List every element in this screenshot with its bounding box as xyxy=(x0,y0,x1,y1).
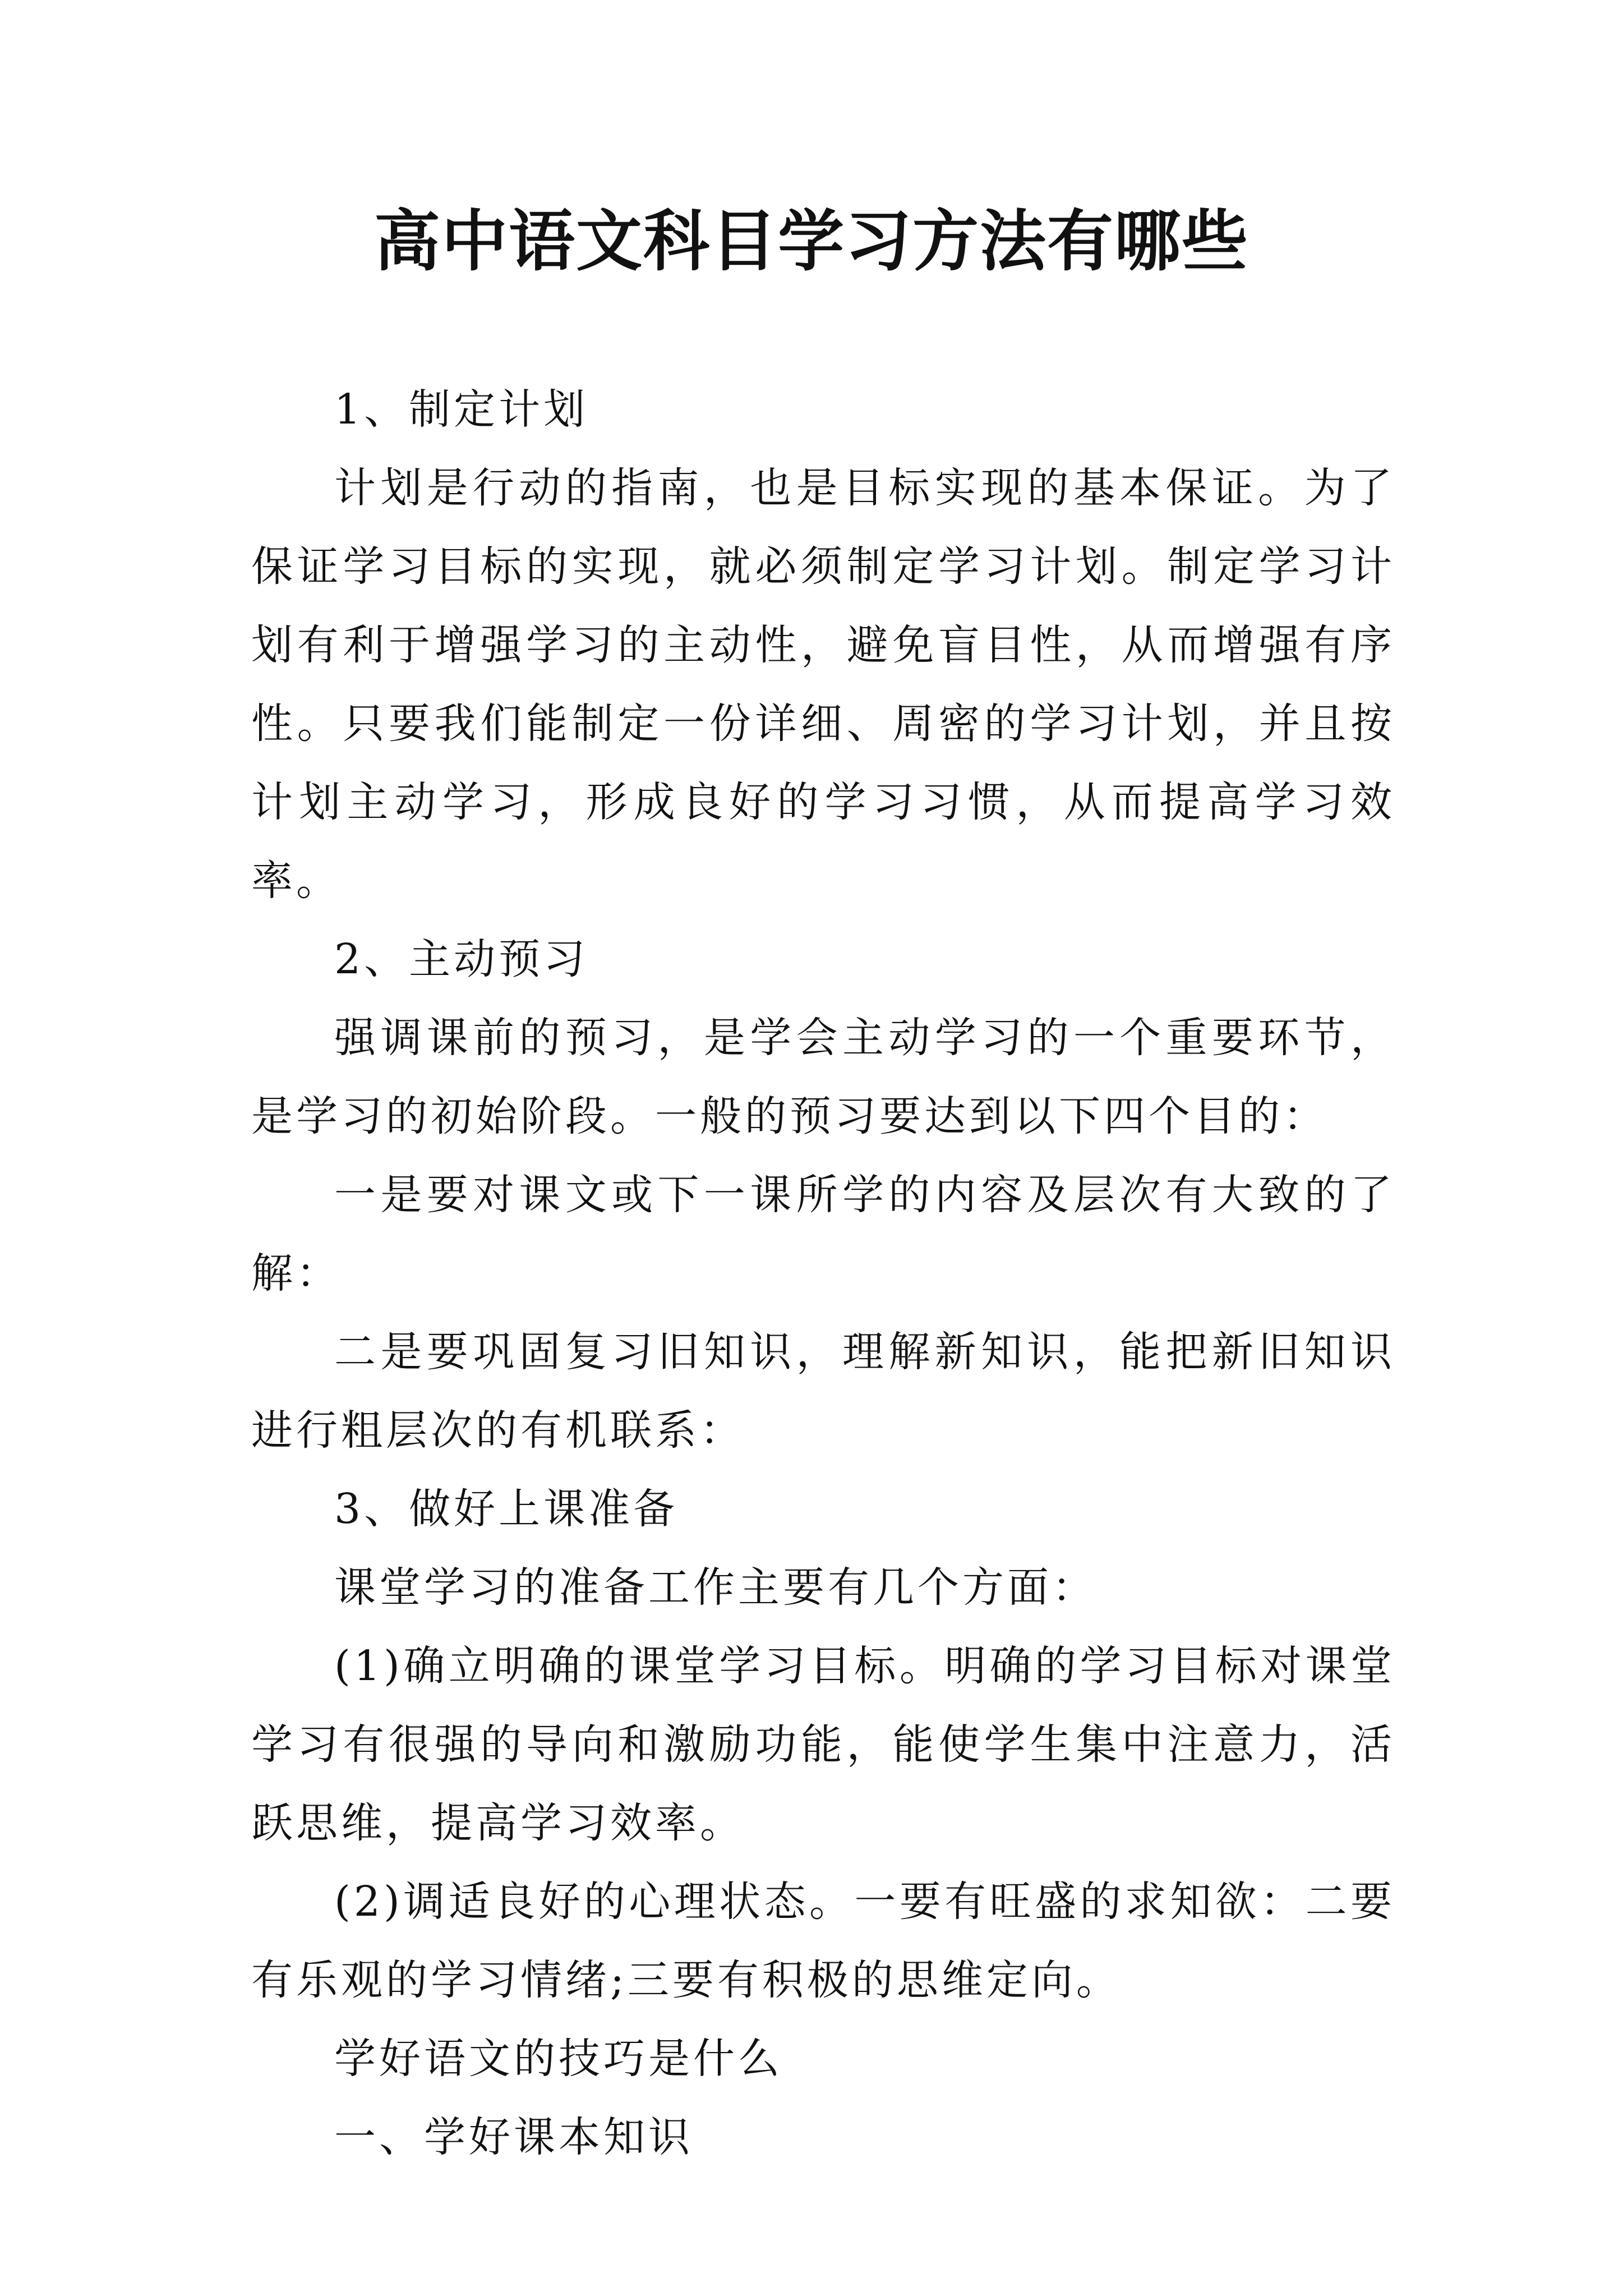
paragraph: 一、学好课本知识 xyxy=(334,2113,693,2161)
paragraph: 计划是行动的指南，也是目标实现的基本保证。为了保证学习目标的实现，就必须制定学习计划。制定学习计划有利于增强学习的主动性，避免盲目性，从而增强有序性。只要我们能制定一份详细、周密的学习计划，并且按计划主动学习，形成良好的学习习惯，从而提高学习效率。 xyxy=(251,464,1395,905)
paragraph: (2)调适良好的心理状态。一要有旺盛的求知欲：二要有乐观的学习情绪;三要有积极的思维定向。 xyxy=(251,1878,1395,2004)
paragraph: 课堂学习的准备工作主要有几个方面： xyxy=(334,1563,1097,1612)
paragraph: 3、做好上课准备 xyxy=(334,1485,679,1533)
document-title: 高中语文科目学习方法有哪些 xyxy=(374,202,1249,280)
paragraph: 2、主动预习 xyxy=(334,935,589,983)
paragraph: 学好语文的技巧是什么 xyxy=(334,2035,783,2083)
paragraph: 一是要对课文或下一课所学的内容及层次有大致的了解： xyxy=(251,1171,1395,1297)
paragraph: (1)确立明确的课堂学习目标。明确的学习目标对课堂学习有很强的导向和激励功能，能使学生集中注意力，活跃思维，提高学习效率。 xyxy=(251,1642,1395,1847)
paragraph: 强调课前的预习，是学会主动学习的一个重要环节，是学习的初始阶段。一般的预习要达到以下四个目的： xyxy=(251,1014,1395,1140)
document-body xyxy=(251,370,1395,2177)
paragraph: 二是要巩固复习旧知识，理解新知识，能把新旧知识进行粗层次的有机联系： xyxy=(251,1328,1395,1455)
paragraph: 1、制定计划 xyxy=(334,385,589,434)
